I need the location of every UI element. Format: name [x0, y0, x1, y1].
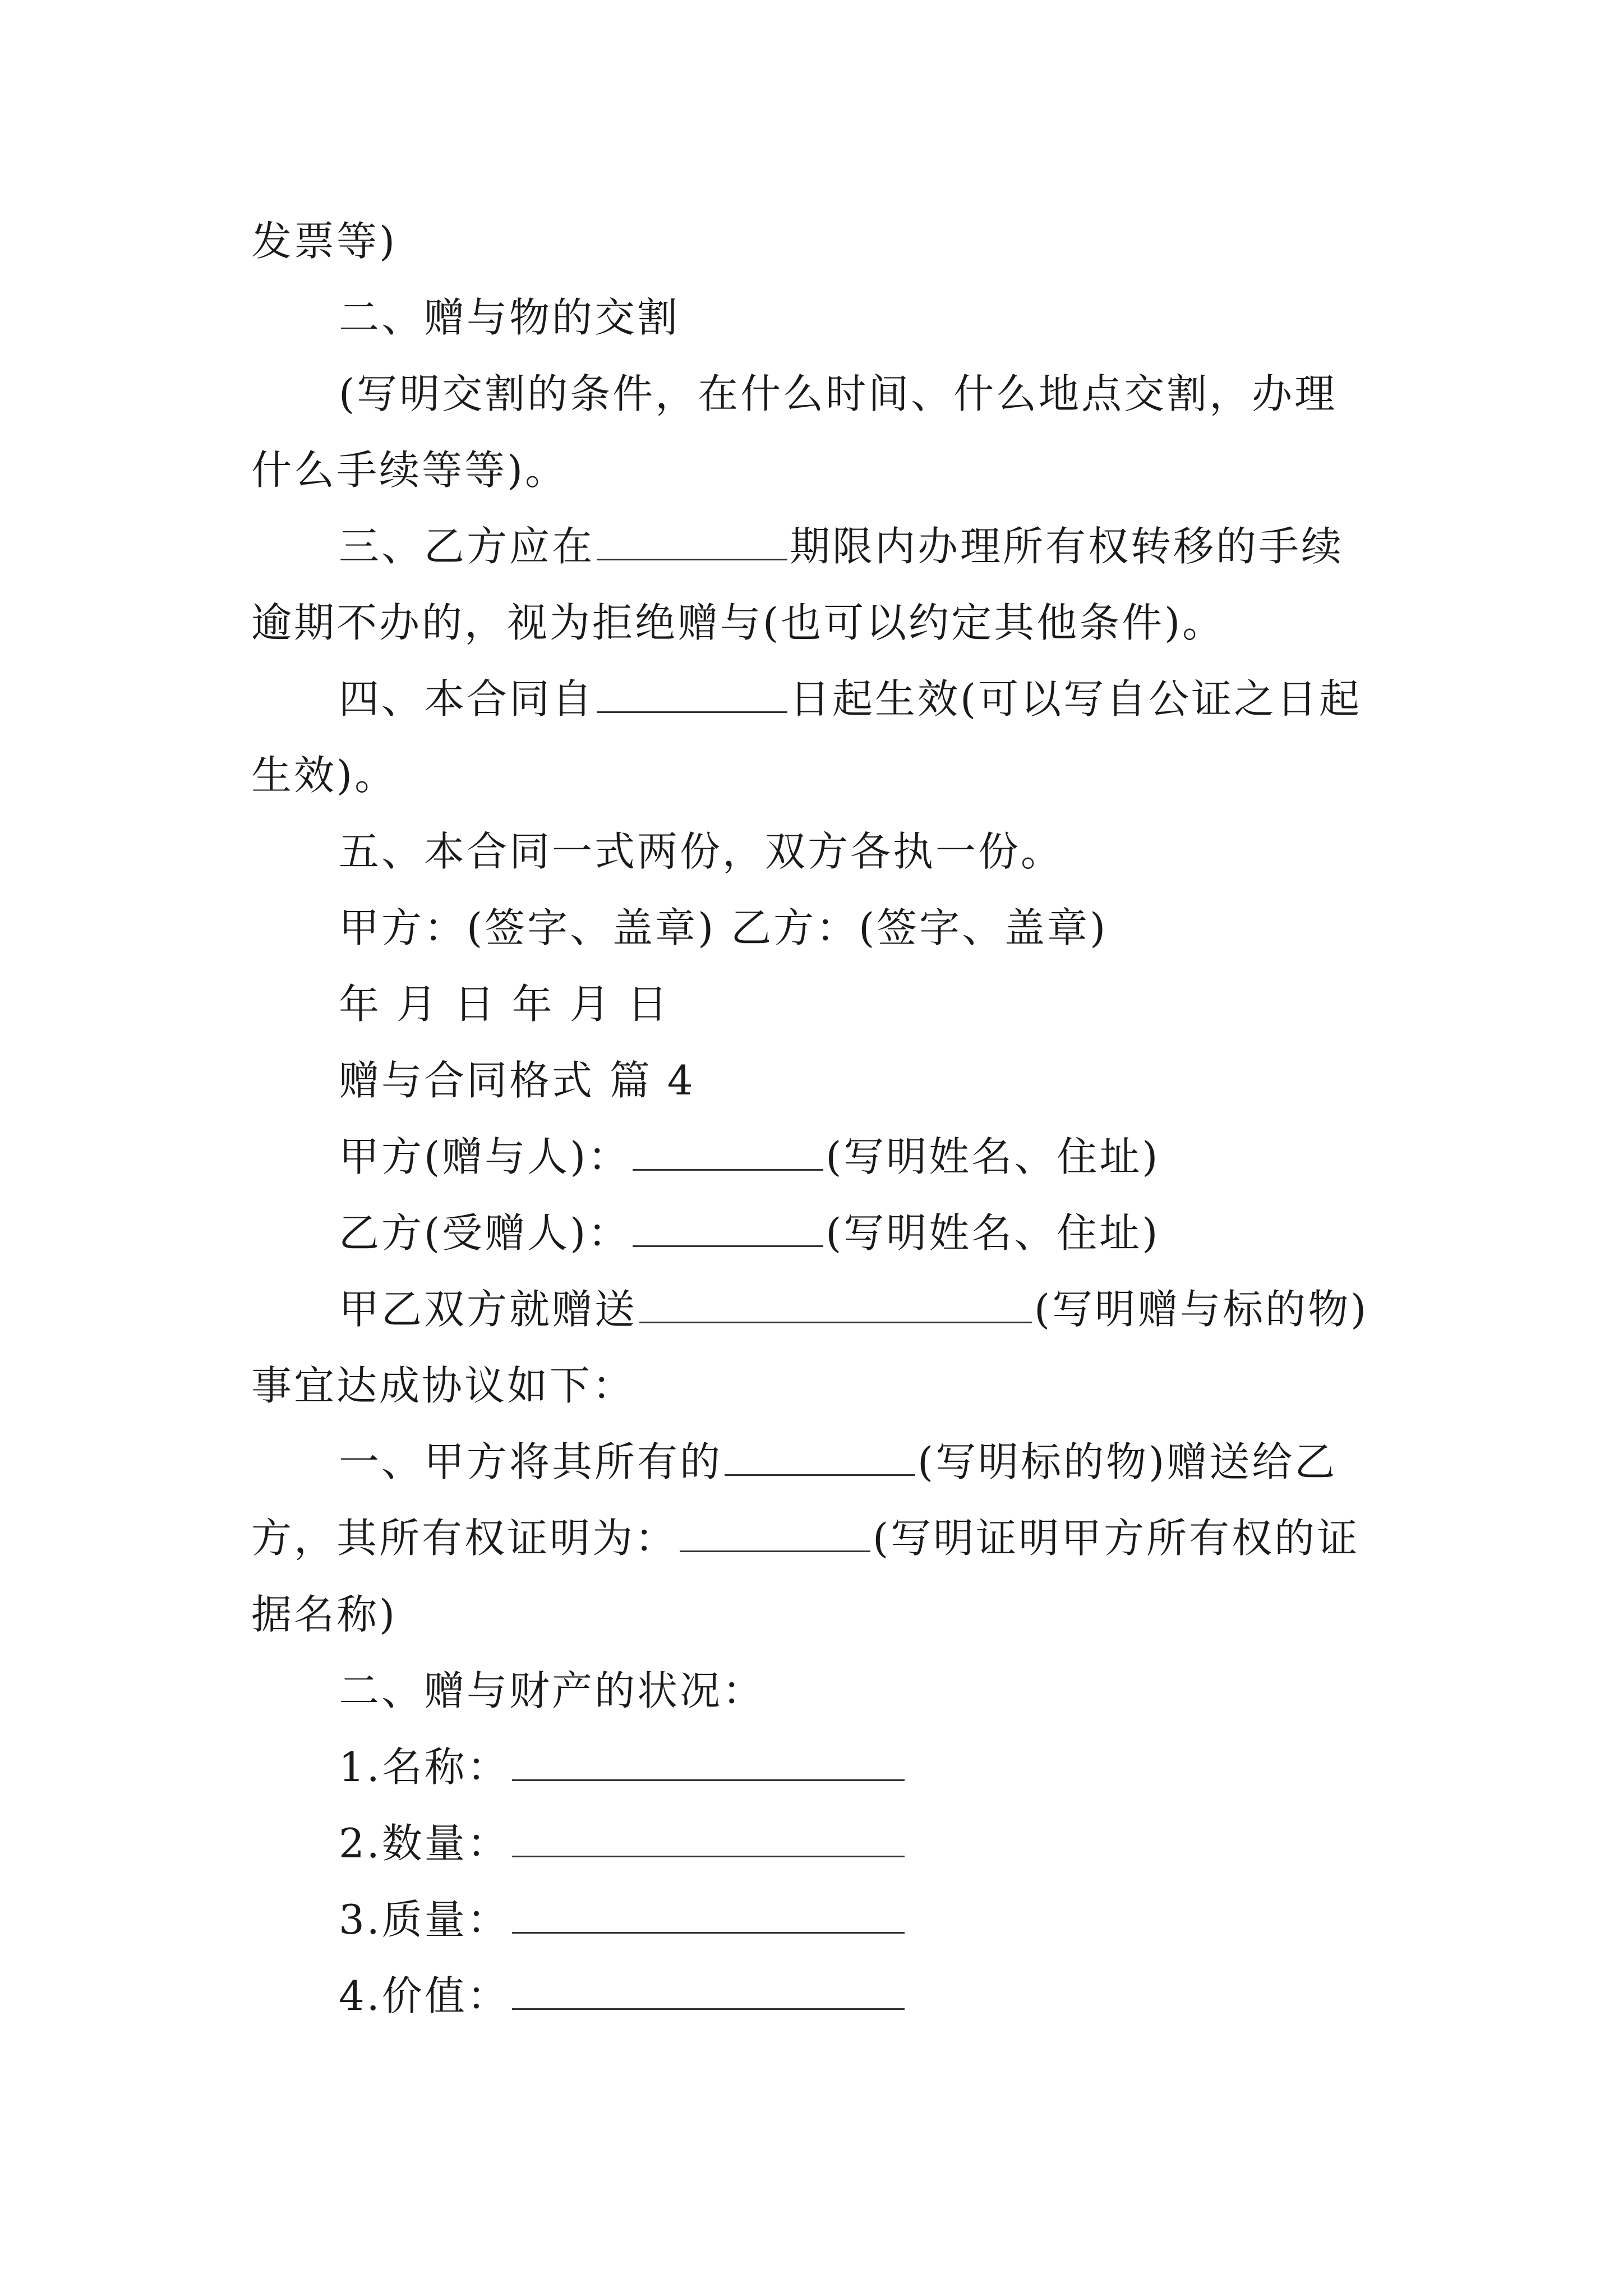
line-text: 五、本合同一式两份，双方各执一份。 [339, 828, 1064, 875]
line-text: 1.名称： [339, 1743, 510, 1791]
list-item [339, 1739, 907, 1795]
section-heading [339, 289, 680, 346]
line-text: 甲方：(签字、盖章) 乙方：(签字、盖章) [339, 904, 1108, 951]
fill-blank[interactable] [512, 1969, 905, 2010]
line-text: 4.价值： [339, 1972, 510, 2019]
line-text: 三、乙方应在 [339, 523, 595, 570]
line-text: 年 月 日 年 月 日 [339, 981, 670, 1028]
line-text: (写明证明甲方所有权的证 [873, 1515, 1360, 1562]
text-line [251, 747, 397, 803]
fill-blank[interactable] [633, 1206, 823, 1247]
text-line [339, 671, 1362, 727]
line-text: 3.质量： [339, 1896, 510, 1943]
fill-blank[interactable] [639, 1282, 1032, 1323]
line-text: 一、甲方将其所有的 [339, 1438, 723, 1485]
line-text: 逾期不办的，视为拒绝赠与(也可以约定其他条件)。 [251, 599, 1225, 646]
fill-blank[interactable] [512, 1816, 905, 1857]
section-heading [339, 1663, 765, 1719]
text-line [339, 366, 1337, 422]
line-text: 期限内办理所有权转移的手续 [790, 523, 1344, 570]
line-text: 四、本合同自 [339, 675, 595, 723]
line-text: 2.数量： [339, 1820, 510, 1867]
line-text: 方，其所有权证明为： [251, 1515, 678, 1562]
fill-blank[interactable] [680, 1511, 870, 1552]
line-text: (写明姓名、住址) [826, 1133, 1160, 1180]
line-text: (写明标的物)赠送给乙 [917, 1438, 1338, 1485]
text-line [339, 518, 1344, 574]
text-line [339, 823, 1063, 880]
fill-blank[interactable] [725, 1435, 915, 1476]
line-text: 日起生效(可以写自公证之日起 [790, 675, 1362, 723]
fill-blank[interactable] [633, 1130, 823, 1171]
party-b-line [339, 1205, 1160, 1261]
text-line [251, 595, 1225, 651]
text-line [251, 1586, 397, 1642]
party-a-line [339, 1129, 1160, 1185]
line-text: 生效)。 [251, 752, 398, 799]
text-line [339, 1434, 1337, 1490]
section-title [339, 1052, 695, 1108]
line-text: 二、赠与财产的状况： [339, 1667, 766, 1714]
line-text: 赠与合同格式 篇 4 [339, 1057, 695, 1104]
text-line [251, 213, 397, 269]
line-text: (写明赠与标的物) [1034, 1286, 1369, 1333]
line-text: 发票等) [251, 218, 398, 265]
fill-blank[interactable] [597, 672, 787, 713]
line-text: 什么手续等等)。 [251, 447, 568, 494]
list-item [339, 1968, 907, 2024]
fill-blank[interactable] [512, 1740, 905, 1781]
line-text: 二、赠与物的交割 [339, 294, 680, 341]
line-text: 甲乙双方就赠送 [339, 1286, 638, 1333]
text-line [251, 442, 568, 498]
line-text: 甲方(赠与人)： [339, 1133, 631, 1180]
list-item [339, 1892, 907, 1948]
text-line [339, 1281, 1368, 1337]
line-text: 据名称) [251, 1591, 398, 1638]
fill-blank[interactable] [597, 519, 787, 560]
text-line [251, 1358, 635, 1414]
fill-blank[interactable] [512, 1893, 905, 1934]
line-text: 乙方(受赠人)： [339, 1209, 631, 1257]
line-text: (写明姓名、住址) [826, 1209, 1160, 1257]
list-item [339, 1815, 907, 1871]
date-line [339, 976, 670, 1032]
line-text: (写明交割的条件，在什么时间、什么地点交割，办理 [339, 370, 1338, 417]
text-line [251, 1510, 1359, 1566]
signature-line [339, 900, 1108, 956]
line-text: 事宜达成协议如下： [251, 1362, 635, 1409]
